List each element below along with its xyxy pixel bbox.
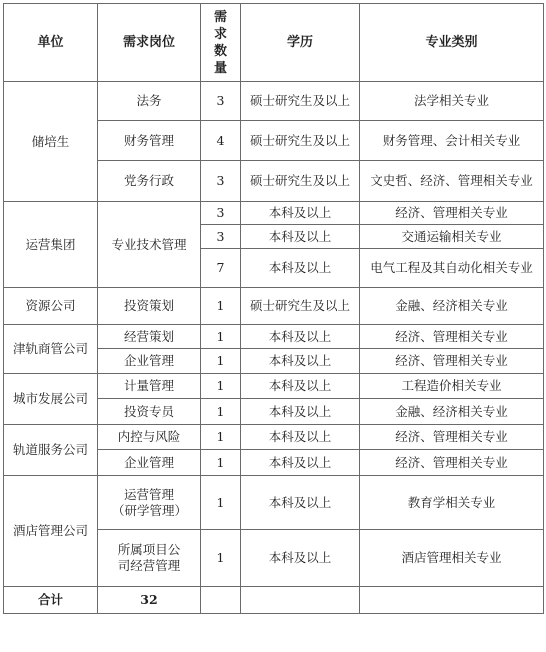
position-cell: 专业技术管理 [98,202,201,288]
position-cell: 运营管理（研学管理） [98,476,201,530]
empty-cell [241,587,360,614]
education-cell: 本科及以上 [241,399,360,425]
header-count: 需求数量 [201,4,241,82]
count-cell: 1 [201,288,241,325]
position-cell: 党务行政 [98,161,201,202]
table-row [4,288,544,325]
table-row [4,325,544,349]
unit-cell: 资源公司 [4,288,98,325]
major-cell: 文史哲、经济、管理相关专业 [360,161,544,202]
header-position: 需求岗位 [98,4,201,82]
major-cell: 酒店管理相关专业 [360,530,544,587]
total-value: 32 [98,587,201,614]
major-cell: 法学相关专业 [360,82,544,121]
unit-cell: 轨道服务公司 [4,425,98,476]
major-cell: 教育学相关专业 [360,476,544,530]
position-cell: 计量管理 [98,374,201,399]
education-cell: 硕士研究生及以上 [241,288,360,325]
count-cell: 1 [201,425,241,450]
education-cell: 硕士研究生及以上 [241,161,360,202]
count-cell: 3 [201,225,241,249]
table-row [4,476,544,530]
count-cell: 4 [201,121,241,161]
education-cell: 本科及以上 [241,202,360,225]
position-cell: 投资专员 [98,399,201,425]
position-cell: 企业管理 [98,349,201,374]
education-cell: 本科及以上 [241,349,360,374]
position-cell: 经营策划 [98,325,201,349]
unit-cell: 储培生 [4,82,98,202]
count-cell: 1 [201,450,241,476]
unit-cell: 城市发展公司 [4,374,98,425]
major-cell: 财务管理、会计相关专业 [360,121,544,161]
empty-cell [201,587,241,614]
major-cell: 电气工程及其自动化相关专业 [360,249,544,288]
header-education: 学历 [241,4,360,82]
education-cell: 本科及以上 [241,425,360,450]
position-cell: 内控与风险 [98,425,201,450]
education-cell: 本科及以上 [241,374,360,399]
education-cell: 本科及以上 [241,530,360,587]
count-cell: 3 [201,161,241,202]
major-cell: 工程造价相关专业 [360,374,544,399]
major-cell: 经济、管理相关专业 [360,425,544,450]
major-cell: 金融、经济相关专业 [360,288,544,325]
education-cell: 本科及以上 [241,476,360,530]
education-cell: 本科及以上 [241,225,360,249]
education-cell: 硕士研究生及以上 [241,121,360,161]
count-cell: 1 [201,476,241,530]
major-cell: 经济、管理相关专业 [360,325,544,349]
major-cell: 经济、管理相关专业 [360,349,544,374]
count-cell: 3 [201,202,241,225]
table-row [4,374,544,399]
major-cell: 交通运输相关专业 [360,225,544,249]
count-cell: 3 [201,82,241,121]
count-cell: 1 [201,349,241,374]
position-cell: 法务 [98,82,201,121]
position-cell: 财务管理 [98,121,201,161]
table-row [4,82,544,121]
count-cell: 1 [201,399,241,425]
education-cell: 硕士研究生及以上 [241,82,360,121]
major-cell: 经济、管理相关专业 [360,202,544,225]
total-label: 合计 [4,587,98,614]
unit-cell: 酒店管理公司 [4,476,98,587]
major-cell: 经济、管理相关专业 [360,450,544,476]
position-cell: 企业管理 [98,450,201,476]
count-cell: 1 [201,530,241,587]
recruitment-table [3,3,544,614]
table-row [4,202,544,225]
total-row [4,587,544,614]
education-cell: 本科及以上 [241,450,360,476]
count-cell: 1 [201,374,241,399]
position-cell: 投资策划 [98,288,201,325]
unit-cell: 津轨商管公司 [4,325,98,374]
count-cell: 7 [201,249,241,288]
major-cell: 金融、经济相关专业 [360,399,544,425]
header-row [4,4,544,82]
header-major: 专业类别 [360,4,544,82]
empty-cell [360,587,544,614]
table-row [4,425,544,450]
count-cell: 1 [201,325,241,349]
education-cell: 本科及以上 [241,249,360,288]
position-cell: 所属项目公司经营管理 [98,530,201,587]
header-unit: 单位 [4,4,98,82]
unit-cell: 运营集团 [4,202,98,288]
education-cell: 本科及以上 [241,325,360,349]
